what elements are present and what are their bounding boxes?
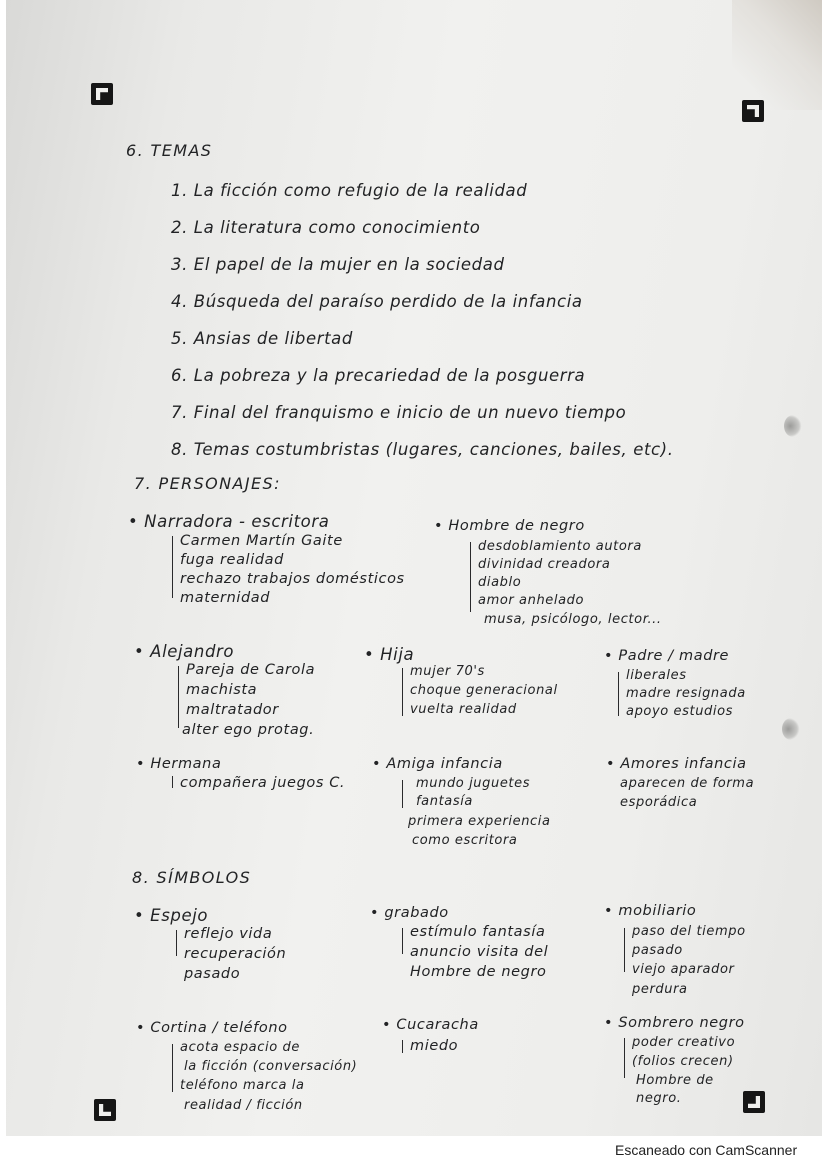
character-detail: maternidad [180,590,271,606]
symbol-detail: acota espacio de [180,1040,300,1055]
bracket-line [618,672,619,716]
symbol-sombrero-title: • Sombrero negro [604,1015,745,1031]
bracket-line [402,668,403,716]
symbol-cortina-title: • Cortina / teléfono [136,1020,288,1036]
character-detail: rechazo trabajos domésticos [180,571,405,587]
character-detail: machista [186,682,258,698]
character-hija-title: • Hija [364,645,415,664]
binder-hole-icon [784,415,802,437]
symbol-espejo-title: • Espejo [134,906,209,925]
bracket-line [178,666,179,728]
scan-marker-top-right-icon [742,100,764,122]
symbol-detail: viejo aparador [632,962,735,977]
character-detail: mundo juguetes [416,776,531,791]
character-detail: liberales [626,668,687,683]
symbol-detail: negro. [636,1091,682,1106]
tema-item: 1. La ficción como refugio de la realidad [171,181,528,200]
symbol-detail: pasado [184,966,241,982]
character-detail: maltratador [186,702,279,718]
bracket-line [176,930,177,956]
symbol-detail: teléfono marca la [180,1078,305,1093]
character-detail: apoyo estudios [626,704,734,719]
character-detail: madre resignada [626,686,746,701]
binder-hole-icon [782,718,800,740]
symbol-detail: (folios crecen) [632,1054,734,1069]
character-detail: desdoblamiento autora [478,539,642,554]
character-amiga-title: • Amiga infancia [372,756,503,772]
symbol-detail: reflejo vida [184,926,273,942]
bracket-line [624,928,625,972]
tema-item: 3. El papel de la mujer en la sociedad [171,255,505,274]
symbol-detail: estímulo fantasía [410,924,546,940]
bracket-line [470,542,471,612]
page-corner-shadow [732,0,822,110]
tema-item: 4. Búsqueda del paraíso perdido de la infancia [171,292,583,311]
character-alejandro-title: • Alejandro [134,642,235,661]
tema-item: 2. La literatura como conocimiento [171,218,481,237]
character-detail: mujer 70's [410,664,485,679]
character-detail: alter ego protag. [182,722,315,738]
character-hermana-title: • Hermana [136,756,222,772]
symbol-detail: Hombre de negro [410,964,547,980]
symbol-detail: realidad / ficción [184,1098,303,1113]
character-detail: compañera juegos C. [180,775,346,791]
scanner-watermark: Escaneado con CamScanner [615,1142,798,1158]
character-detail: Pareja de Carola [186,662,316,678]
character-detail: aparecen de forma [620,776,755,791]
tema-item: 6. La pobreza y la precariedad de la posguerra [171,366,586,385]
character-detail: amor anhelado [478,593,585,608]
character-detail: fantasía [416,794,473,809]
character-detail: primera experiencia [408,814,551,829]
bracket-line [172,776,173,788]
bracket-line [402,780,403,808]
character-narradora-title: • Narradora - escritora [128,512,330,531]
bracket-line [172,536,173,598]
character-detail: divinidad creadora [478,557,611,572]
symbol-detail: paso del tiempo [632,924,746,939]
scan-marker-bottom-right-icon [743,1091,765,1113]
character-padre-title: • Padre / madre [604,648,730,664]
bracket-line [402,928,403,954]
character-detail: como escritora [412,833,518,848]
symbol-detail: anuncio visita del [410,944,549,960]
bracket-line [402,1040,403,1053]
symbol-detail: poder creativo [632,1035,736,1050]
symbol-detail: recuperación [184,946,287,962]
section-8-heading: 8. SÍMBOLOS [132,868,252,887]
character-detail: vuelta realidad [410,702,517,717]
character-detail: esporádica [620,795,698,810]
symbol-detail: pasado [632,943,683,958]
character-detail: Carmen Martín Gaite [180,533,343,549]
character-detail: fuga realidad [180,552,284,568]
character-hombre-title: • Hombre de negro [434,518,585,534]
scan-marker-bottom-left-icon [94,1099,116,1121]
symbol-detail: miedo [410,1038,459,1054]
notebook-page [6,0,822,1136]
tema-item: 7. Final del franquismo e inicio de un nuevo tiempo [171,403,627,422]
tema-item: 8. Temas costumbristas (lugares, canciones, bailes, etc). [171,440,674,459]
symbol-detail: la ficción (conversación) [184,1059,358,1074]
character-detail: diablo [478,575,522,590]
bracket-line [624,1038,625,1078]
tema-item: 5. Ansias de libertad [171,329,353,348]
symbol-cucaracha-title: • Cucaracha [382,1017,479,1033]
symbol-detail: perdura [632,982,688,997]
scan-marker-top-left-icon [91,83,113,105]
character-detail: musa, psicólogo, lector... [484,612,662,627]
character-amores-title: • Amores infancia [606,756,747,772]
bracket-line [172,1044,173,1092]
character-detail: choque generacional [410,683,558,698]
section-6-heading: 6. TEMAS [126,141,213,160]
symbol-detail: Hombre de [636,1073,714,1088]
section-7-heading: 7. PERSONAJES: [134,474,281,493]
symbol-grabado-title: • grabado [370,905,449,921]
symbol-mobiliario-title: • mobiliario [604,903,697,919]
